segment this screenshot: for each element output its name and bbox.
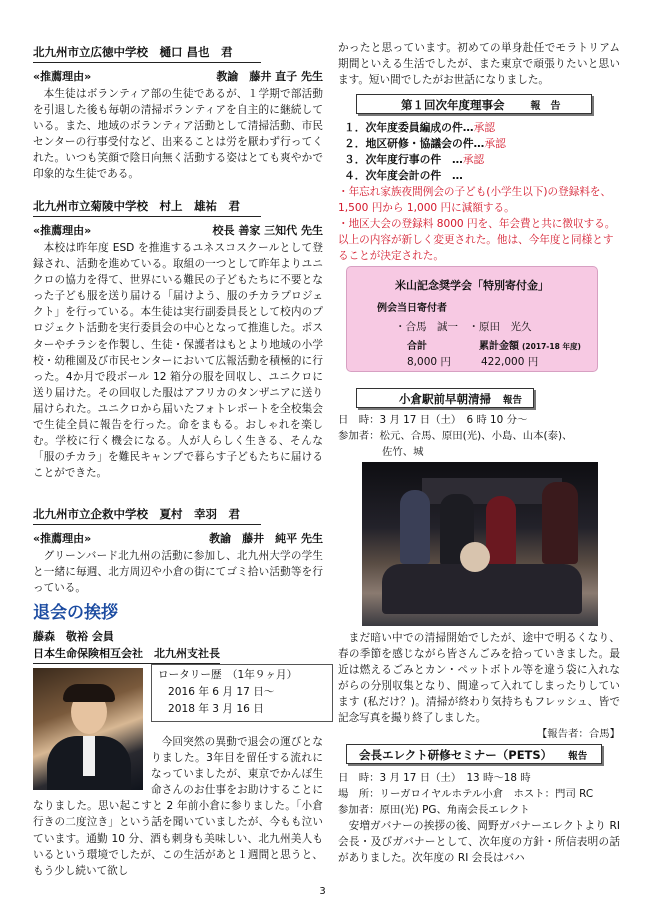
retire-body: 今回突然の異動で退会の運びとなりました。3年目を留任する流れになっていましたが、東京でかんぽ生命さんのお仕事をお助けすることになりました。思い起こすと 2 年前小倉に参りました。「小倉行きの二度泣き」という話を聞いていましたが、今もも泣いています。通勤 10 分、酒も刺身も美味しい、北九州美人もいるという環境でしたが、この生活があと１週間と思うと、もう少し続いて欲し xyxy=(33,736,323,877)
cleanup-participants-2: 佐竹、城 xyxy=(382,446,424,458)
career-from: 2016 年 6 月 17 日～ xyxy=(168,686,275,698)
school-heading-1: 北九州市立広徳中学校 樋口 昌也 君 xyxy=(33,44,261,63)
donation-cum-label: 累計金額 (2017-18 年度) xyxy=(479,341,581,352)
pets-report: 安増ガバナーの挨拶の後、岡野ガバナーエレクトより RI 会長・及びガバナーとして、次年度の方針・所信表明の話がありました。次年度の RI 会長はバハ xyxy=(338,820,620,865)
page-number: 3 xyxy=(319,886,326,897)
board-item-4: ４．次年度会計の件 … xyxy=(344,169,463,182)
school-heading-3: 北九州市立企救中学校 夏村 幸羽 君 xyxy=(33,506,261,525)
donation-title: 米山記念奨学会「特別寄付金」 xyxy=(395,279,549,292)
photo-float-spacer xyxy=(33,734,151,798)
cleanup-report: まだ暗い中での清掃開始でしたが、途中で明るくなり、春の季節を感じながら皆さんごみを拾っていきました。最近は燃えるごみとカン・ペットボトル等を違う袋に入れながらの分別収集となり、間違って入れてしまったりしています (私だけ？)。清掃が終わり気持ちもフレッシュ、皆で記念写真を撮り終了しました。 xyxy=(338,632,620,725)
school-heading-2: 北九州市立菊陵中学校 村上 雄祐 君 xyxy=(33,198,261,217)
pets-participants: 参加者：原田(光) PG、角南会長エレクト xyxy=(338,804,530,816)
pets-title xyxy=(346,744,602,764)
board-tag: 報 告 xyxy=(530,101,561,112)
cleanup-reporter: 【報告者：合馬】 xyxy=(536,728,620,740)
pets-date: 日 時：3 月 17 日（土） 13 時～18 時 xyxy=(338,772,531,784)
reason-row-3 xyxy=(33,530,323,546)
rotary-career-box xyxy=(151,664,333,722)
board-meeting-title xyxy=(356,94,592,114)
reason-row-1 xyxy=(33,68,323,84)
career-to: 2018 年 3 月 16 日 xyxy=(168,703,264,715)
board-note-1: ・年忘れ家族夜間例会の子ども(小学生以下)の登録料を、1,500 円から 1,000 円に減額する。 xyxy=(338,186,612,214)
retire-text xyxy=(33,734,323,879)
board-title-text: 第１回次年度理事会 xyxy=(401,98,505,112)
pets-title-text: 会長エレクト研修セミナー（PETS） xyxy=(359,748,553,762)
pets-tag: 報告 xyxy=(568,751,588,762)
reason-label: «推薦理由» xyxy=(33,532,92,545)
cleanup-title-text: 小倉駅前早朝清掃 xyxy=(399,392,491,406)
board-item-1: １．次年度委員編成の件…承認 xyxy=(344,121,496,134)
board-item-2: ２．地区研修・協議会の件…承認 xyxy=(344,137,506,150)
recommend-text-1: 本生徒はボランティア部の生徒であるが、１学期で部活動を引退した後も毎朝の清掃ボランティアを自主的に継続している。また、地域のボランティア活動として清掃活動、市民センターの行事受付など、出来ることは労を厭わず行ってくれた。いつも笑顔で陰日向無く活動する姿はとても爽やかで印象的な生徒である。 xyxy=(33,88,323,181)
reason-row-2 xyxy=(33,222,323,238)
cleanup-title xyxy=(356,388,534,408)
pets-place: 場 所：リーガロイヤルホテル小倉 ホスト：門司 RC xyxy=(338,788,594,800)
retire-heading: 退会の挨拶 xyxy=(33,603,118,623)
cleanup-tag: 報告 xyxy=(503,395,523,406)
career-title: ロータリー歴 （1年９ヶ月） xyxy=(158,669,298,681)
teacher-name: 校長 善家 三知代 先生 xyxy=(212,224,323,237)
donation-sub: 例会当日寄付者 xyxy=(377,303,447,314)
retire-text-continued: かったと思っています。初めての単身赴任でモラトリアム期間といえる生活でしたが、また東京で頑張りたいと思います。短い間でしたがお世話になりました。 xyxy=(338,42,620,87)
reason-label: «推薦理由» xyxy=(33,70,92,83)
member-name: 藤森 敬裕 会員 xyxy=(33,630,114,643)
teacher-name: 教諭 藤井 直子 先生 xyxy=(216,70,323,83)
cleanup-date: 日 時：3 月 17 日（土） 6 時 10 分～ xyxy=(338,414,528,426)
board-note-2: ・地区大会の登録料 8000 円を、年会費と共に徴収する。以上の内容が新しく変更された。他は、今年度と同様とすることが決定された。 xyxy=(338,218,616,262)
donation-total-label: 合計 xyxy=(407,341,427,352)
member-company: 日本生命保険相互会社 北九州支社長 xyxy=(33,645,220,664)
donation-cum: 422,000 円 xyxy=(481,356,539,368)
recommend-text-2: 本校は昨年度 ESD を推進するユネスコスクールとして登録され、活動を進めている。取組の一つとして昨年よりユニクロの協力を得て、世界にいる難民の子どもたちに不要となった子ども服を送り届ける「届けよう、服のチカラプロジェクト」を行っている。本生徒は実行副委員長として校内のプロジェクト活動を実行委員会の中心となって推進した。ポスターやチラシを作製し、生徒・保護者はもとより地域の小学校・幼稚園及び市民センターにおいて広報活動を積極的に行った。4か月で段ボール 12 箱分の服を回収し、ユニクロに送り届けた。その回収した服はアフリカのタンザニアに送り届けられた。ユニクロから届いたフォトレポートを全校集会で生徒全員に報告を行った。命をまもる。おしゃれを楽しむ。学校に行く機会になる。人が人らしく生きる、そんな「服のチカラ」を難民キャンプで暮らす子どもたちに届けることができた。 xyxy=(33,242,323,480)
reason-label: «推薦理由» xyxy=(33,224,92,237)
board-items xyxy=(344,120,620,184)
donation-box xyxy=(346,266,598,372)
cleanup-participants: 参加者：松元、合馬、原田(光)、小島、山本(泰)、 xyxy=(338,430,573,442)
cleanup-group-photo xyxy=(362,462,598,626)
donation-donors: ・合馬 誠一 ・原田 光久 xyxy=(395,321,532,333)
donation-total: 8,000 円 xyxy=(407,356,451,368)
board-item-3: ３．次年度行事の件 …承認 xyxy=(344,153,485,166)
teacher-name: 教諭 藤井 純平 先生 xyxy=(209,532,323,545)
recommend-text-3: グリーンバード北九州の活動に参加し、北九州大学の学生と一緒に毎週、北方周辺や小倉の街にてゴミ拾い活動等を行っている。 xyxy=(33,550,323,595)
